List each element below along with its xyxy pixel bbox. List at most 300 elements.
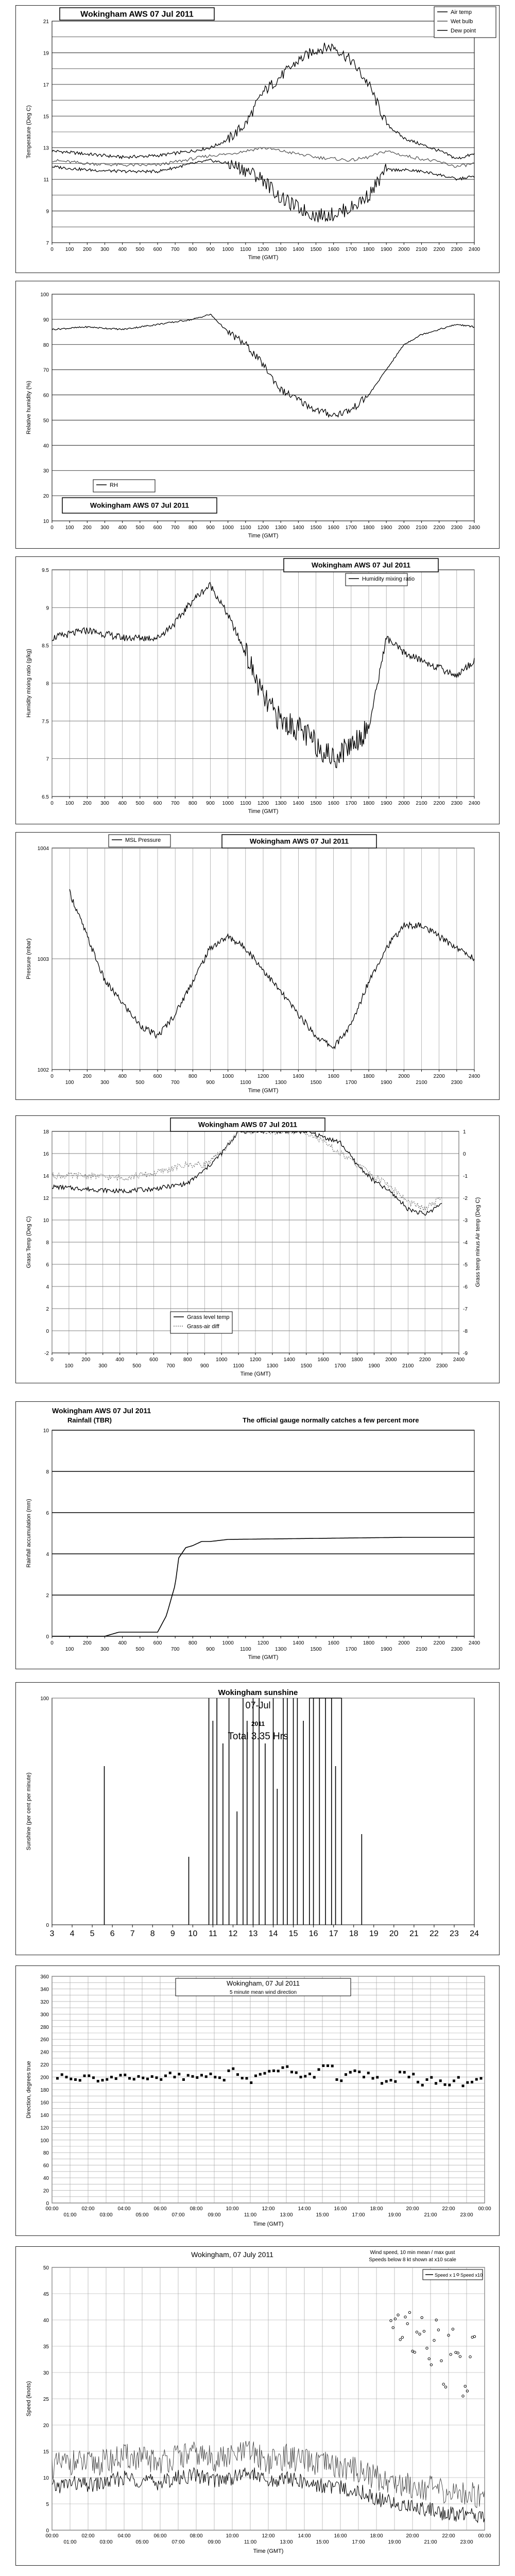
- x-tick-label: 400: [118, 525, 127, 531]
- y-tick-label: 40: [43, 2318, 49, 2324]
- rainfall-chart-svg: [16, 1402, 499, 1669]
- x-tick-label: 900: [206, 1647, 215, 1652]
- x-tick-label: 400: [118, 801, 127, 806]
- y-tick-label: 35: [43, 2344, 49, 2350]
- y-tick-label: 6: [46, 1262, 49, 1268]
- x-tick-label: 1200: [249, 1357, 262, 1363]
- x-tick-label: 1900: [381, 1647, 392, 1652]
- y-tick-label: 8: [46, 1469, 49, 1475]
- chart-subtitle: Wind speed, 10 min mean / max gust: [370, 2250, 455, 2256]
- x-tick-label: 12: [228, 1929, 238, 1938]
- x-tick-label: 300: [100, 801, 109, 806]
- x-tick-label: 20:00: [406, 2533, 419, 2539]
- y-tick-label: 4: [46, 1552, 49, 1557]
- legend-label: RH: [110, 482, 118, 488]
- x-tick-label: 18:00: [370, 2533, 383, 2539]
- y-tick-label: 60: [43, 2163, 49, 2169]
- x-tick-label: 400: [118, 247, 127, 252]
- y-tick-label: 6.5: [42, 794, 49, 800]
- legend-label: Humidity mixing ratio: [362, 576, 415, 582]
- y-tick-label: 15: [43, 2449, 49, 2455]
- direction-point: [295, 2071, 298, 2074]
- x-tick-label: 19:00: [388, 2539, 401, 2545]
- y2-tick-label: -7: [463, 1307, 468, 1312]
- direction-point: [277, 2070, 280, 2072]
- y-axis-label: Pressure (mbar): [26, 938, 32, 979]
- y2-tick-label: -9: [463, 1351, 468, 1357]
- direction-point: [254, 2075, 257, 2077]
- x-tick-label: 1700: [345, 525, 357, 531]
- direction-point: [164, 2075, 167, 2077]
- direction-point: [106, 2078, 108, 2081]
- x-tick-label: 1600: [317, 1357, 329, 1363]
- x-axis-label: Time (GMT): [248, 1654, 279, 1660]
- x-tick-label: 900: [206, 801, 215, 806]
- x-tick-label: 13: [248, 1929, 258, 1938]
- x-tick-label: 1000: [222, 247, 234, 252]
- x-tick-label: 10:00: [226, 2206, 239, 2212]
- x-tick-label: 00:00: [478, 2206, 491, 2212]
- y2-tick-label: -8: [463, 1329, 468, 1334]
- x-axis-label: Time (GMT): [248, 533, 279, 539]
- y-tick-label: 80: [43, 342, 49, 348]
- x-tick-label: 21:00: [424, 2212, 437, 2218]
- y-tick-label: 11: [43, 177, 49, 183]
- x-tick-label: 5: [90, 1929, 95, 1938]
- y-tick-label: 220: [40, 2062, 49, 2069]
- x-tick-label: 2100: [416, 801, 427, 806]
- x-tick-label: 09:00: [208, 2212, 221, 2218]
- x-tick-label: 2000: [398, 525, 410, 531]
- x-tick-label: 1000: [216, 1357, 228, 1363]
- direction-point: [290, 2071, 293, 2073]
- y-tick-label: 7: [46, 241, 49, 246]
- x-tick-label: 500: [135, 801, 145, 806]
- direction-point: [205, 2075, 208, 2078]
- x-tick-label: 1200: [257, 247, 269, 252]
- y-tick-label: 6: [46, 1511, 49, 1516]
- direction-point: [74, 2078, 77, 2081]
- x-tick-label: 4: [70, 1929, 75, 1938]
- direction-point: [246, 2077, 248, 2080]
- wind-speed-chart: [15, 2246, 500, 2566]
- direction-point: [300, 2076, 302, 2078]
- direction-point: [128, 2077, 131, 2080]
- x-tick-label: 800: [188, 525, 197, 531]
- direction-point: [119, 2074, 122, 2076]
- x-tick-label: 16: [308, 1929, 318, 1938]
- x-tick-label: 400: [118, 1074, 127, 1079]
- x-tick-label: 01:00: [63, 2212, 77, 2218]
- x-tick-label: 15:00: [316, 2212, 329, 2218]
- x-tick-label: 600: [153, 1074, 162, 1079]
- x-tick-label: 1400: [293, 801, 304, 806]
- legend-label: Speed x10: [460, 2273, 483, 2278]
- x-tick-label: 700: [170, 247, 180, 252]
- y-tick-label: 260: [40, 2037, 49, 2043]
- x-tick-label: 00:00: [45, 2533, 59, 2539]
- x-tick-label: 22:00: [442, 2206, 455, 2212]
- y-tick-label: 1004: [37, 846, 49, 852]
- x-tick-label: 2000: [385, 1357, 397, 1363]
- x-tick-label: 21: [409, 1929, 419, 1938]
- x-tick-label: 17:00: [352, 2539, 365, 2545]
- direction-point: [196, 2076, 198, 2079]
- x-tick-label: 2000: [398, 1074, 410, 1079]
- chart-title: Wokingham AWS 07 Jul 2011: [311, 561, 411, 569]
- direction-point: [223, 2079, 226, 2081]
- x-tick-label: 20:00: [406, 2206, 419, 2212]
- legend-label: Air temp: [451, 9, 472, 15]
- x-tick-label: 2300: [451, 1080, 462, 1086]
- x-tick-label: 300: [98, 1363, 108, 1369]
- direction-point: [124, 2074, 126, 2076]
- x-tick-label: 1300: [275, 1080, 287, 1086]
- x-tick-label: 2300: [451, 525, 462, 531]
- x-tick-label: 16:00: [334, 2206, 347, 2212]
- x-tick-label: 1500: [310, 525, 322, 531]
- chart-title: Wokingham AWS 07 Jul 2011: [198, 1120, 298, 1129]
- direction-point: [282, 2066, 284, 2069]
- x-tick-label: 2000: [398, 801, 410, 806]
- x-tick-label: 07:00: [171, 2539, 185, 2545]
- x-tick-label: 13:00: [280, 2539, 293, 2545]
- direction-point: [349, 2071, 352, 2074]
- x-tick-label: 14: [268, 1929, 278, 1938]
- legend-label: MSL Pressure: [125, 837, 161, 843]
- direction-point: [178, 2073, 180, 2075]
- y-tick-label: 10: [43, 1428, 49, 1434]
- x-axis-label: Time (GMT): [253, 2548, 284, 2554]
- x-tick-label: 0: [50, 1074, 54, 1079]
- direction-point: [259, 2073, 262, 2076]
- y-tick-label: -2: [44, 1351, 49, 1357]
- humidity-chart: [15, 281, 500, 549]
- direction-point: [363, 2076, 365, 2078]
- x-tick-label: 07:00: [171, 2212, 185, 2218]
- x-tick-label: 400: [118, 1640, 127, 1646]
- x-tick-label: 1400: [293, 1074, 304, 1079]
- x-tick-label: 00:00: [45, 2206, 59, 2212]
- y-tick-label: 17: [43, 82, 49, 88]
- y-tick-label: 140: [40, 2112, 49, 2119]
- direction-point: [394, 2080, 397, 2083]
- x-tick-label: 2300: [451, 801, 462, 806]
- y-axis-label: Sunshine (per cent per minute): [26, 1772, 32, 1851]
- x-tick-label: 0: [50, 1640, 54, 1646]
- x-tick-label: 2400: [468, 1074, 480, 1079]
- mixing-ratio-chart: [15, 556, 500, 824]
- x-tick-label: 7: [130, 1929, 135, 1938]
- x-tick-label: 2300: [451, 247, 462, 252]
- y2-tick-label: -4: [463, 1240, 468, 1246]
- x-tick-label: 1500: [300, 1363, 312, 1369]
- x-tick-label: 19:00: [388, 2212, 401, 2218]
- direction-point: [241, 2077, 244, 2079]
- x-tick-label: 500: [135, 525, 145, 531]
- x-tick-label: 2400: [468, 525, 480, 531]
- direction-point: [214, 2076, 216, 2078]
- y-tick-label: 10: [43, 519, 49, 524]
- x-tick-label: 200: [82, 801, 92, 806]
- x-tick-label: 18: [349, 1929, 358, 1938]
- temperature-chart: [15, 5, 500, 273]
- x-tick-label: 18:00: [370, 2206, 383, 2212]
- x-tick-label: 1800: [363, 525, 375, 531]
- x-tick-label: 2000: [398, 247, 410, 252]
- x-tick-label: 300: [100, 1647, 109, 1652]
- x-tick-label: 1000: [222, 1640, 234, 1646]
- x-tick-label: 02:00: [81, 2533, 95, 2539]
- direction-point: [435, 2082, 437, 2084]
- direction-point: [444, 2083, 447, 2086]
- x-tick-label: 2100: [402, 1363, 414, 1369]
- x-tick-label: 1100: [240, 1080, 251, 1086]
- x-tick-label: 2100: [416, 247, 427, 252]
- x-tick-label: 600: [153, 1640, 162, 1646]
- direction-point: [65, 2076, 68, 2078]
- y-tick-label: 2: [46, 1307, 49, 1312]
- y-tick-label: 0: [46, 1923, 49, 1928]
- x-tick-label: 1400: [283, 1357, 295, 1363]
- x-tick-label: 2200: [433, 801, 445, 806]
- x-tick-label: 1300: [275, 801, 287, 806]
- x-tick-label: 800: [188, 1074, 197, 1079]
- x-axis-label: Time (GMT): [248, 1088, 279, 1094]
- chart-annotation: Speeds below 8 kt shown at x10 scale: [369, 2257, 456, 2263]
- direction-point: [110, 2076, 113, 2078]
- x-tick-label: 1500: [310, 801, 322, 806]
- direction-point: [381, 2082, 383, 2084]
- direction-point: [70, 2078, 72, 2080]
- legend-label: Grass level temp: [187, 1314, 230, 1320]
- direction-point: [228, 2070, 230, 2072]
- x-tick-label: 1100: [240, 247, 251, 252]
- x-tick-label: 1800: [363, 1074, 375, 1079]
- x-tick-label: 1100: [240, 525, 251, 531]
- x-tick-label: 22:00: [442, 2533, 455, 2539]
- y-tick-label: 50: [43, 2265, 49, 2271]
- x-tick-label: 2300: [436, 1363, 448, 1369]
- y-tick-label: 180: [40, 2088, 49, 2093]
- x-tick-label: 2100: [416, 525, 427, 531]
- y-tick-label: 2: [46, 1593, 49, 1599]
- y-tick-label: 8: [46, 1240, 49, 1246]
- x-tick-label: 22: [430, 1929, 439, 1938]
- direction-point: [200, 2074, 203, 2076]
- x-axis-label: Time (GMT): [248, 808, 279, 815]
- x-tick-label: 100: [64, 1363, 74, 1369]
- x-tick-label: 16:00: [334, 2533, 347, 2539]
- x-tick-label: 13:00: [280, 2212, 293, 2218]
- x-tick-label: 0: [50, 525, 54, 531]
- x-tick-label: 2100: [416, 1080, 427, 1086]
- x-tick-label: 11: [209, 1929, 217, 1938]
- x-tick-label: 500: [135, 1080, 145, 1086]
- x-tick-label: 01:00: [63, 2539, 77, 2545]
- y-tick-label: 1003: [37, 957, 49, 962]
- x-tick-label: 200: [82, 525, 92, 531]
- x-tick-label: 19: [369, 1929, 379, 1938]
- y-tick-label: 0: [46, 2528, 49, 2534]
- x-tick-label: 11:00: [244, 2212, 257, 2218]
- x-tick-label: 09:00: [208, 2539, 221, 2545]
- x-tick-label: 1300: [275, 1647, 287, 1652]
- legend-label: Dew point: [451, 28, 476, 34]
- x-tick-label: 11:00: [244, 2539, 257, 2545]
- x-tick-label: 6: [110, 1929, 115, 1938]
- x-tick-label: 1900: [381, 801, 392, 806]
- plot-area: [52, 1430, 474, 1636]
- y-axis-label: Speed (knots): [26, 2381, 32, 2417]
- direction-point: [354, 2070, 356, 2072]
- pressure-chart-svg: [16, 833, 499, 1099]
- direction-point: [358, 2071, 360, 2073]
- direction-point: [480, 2077, 483, 2080]
- y-tick-label: 360: [40, 1974, 49, 1980]
- y-tick-label: 240: [40, 2049, 49, 2056]
- x-tick-label: 15: [288, 1929, 298, 1938]
- y-tick-label: 20: [43, 494, 49, 500]
- direction-point: [232, 2067, 234, 2070]
- x-tick-label: 800: [188, 1640, 197, 1646]
- x-tick-label: 03:00: [99, 2539, 113, 2545]
- y2-tick-label: -6: [463, 1284, 468, 1290]
- direction-point: [174, 2076, 176, 2078]
- direction-point: [169, 2072, 171, 2074]
- direction-point: [336, 2078, 338, 2081]
- y-tick-label: 4: [46, 1284, 49, 1290]
- y-tick-label: 160: [40, 2100, 49, 2106]
- y-tick-label: 30: [43, 2370, 49, 2376]
- y-tick-label: 7: [46, 756, 49, 762]
- x-tick-label: 1200: [257, 1074, 269, 1079]
- x-tick-label: 1900: [381, 1080, 392, 1086]
- x-tick-label: 900: [206, 247, 215, 252]
- x-axis-label: Time (GMT): [240, 1371, 271, 1377]
- x-tick-label: 9: [170, 1929, 175, 1938]
- direction-point: [448, 2084, 451, 2087]
- x-tick-label: 1700: [334, 1363, 346, 1369]
- direction-point: [97, 2080, 99, 2082]
- x-tick-label: 1600: [328, 1074, 339, 1079]
- x-tick-label: 500: [135, 247, 145, 252]
- direction-point: [399, 2071, 401, 2073]
- x-tick-label: 1900: [368, 1363, 380, 1369]
- direction-point: [236, 2073, 239, 2076]
- x-tick-label: 700: [170, 1080, 180, 1086]
- direction-point: [313, 2076, 316, 2079]
- direction-point: [142, 2077, 144, 2079]
- x-tick-label: 900: [206, 525, 215, 531]
- x-tick-label: 2400: [468, 801, 480, 806]
- x-tick-label: 1700: [345, 801, 357, 806]
- x-tick-label: 700: [166, 1363, 175, 1369]
- y2-tick-label: 0: [463, 1151, 466, 1157]
- y-tick-label: 9.5: [42, 568, 49, 573]
- direction-point: [272, 2070, 275, 2072]
- x-tick-label: 600: [153, 801, 162, 806]
- y-tick-label: 100: [40, 2138, 49, 2144]
- direction-point: [439, 2079, 442, 2082]
- x-tick-label: 1100: [240, 1647, 251, 1652]
- y-tick-label: 19: [43, 50, 49, 57]
- direction-point: [151, 2075, 153, 2078]
- wind-speed-chart-svg: [16, 2247, 499, 2565]
- x-tick-label: 17:00: [352, 2212, 365, 2218]
- x-axis-label: Time (GMT): [248, 255, 279, 261]
- x-tick-label: 17: [329, 1929, 338, 1938]
- y-tick-label: 340: [40, 1987, 49, 1993]
- x-tick-label: 1100: [233, 1363, 244, 1369]
- direction-point: [385, 2080, 388, 2082]
- chart-title: Wokingham AWS 07 Jul 2011: [52, 1406, 151, 1415]
- legend-label: Wet bulb: [451, 19, 473, 25]
- direction-point: [417, 2081, 419, 2083]
- x-tick-label: 06:00: [153, 2206, 167, 2212]
- y-tick-label: 25: [43, 2397, 49, 2402]
- direction-point: [182, 2078, 185, 2081]
- direction-point: [308, 2073, 311, 2075]
- x-tick-label: 2400: [453, 1357, 465, 1363]
- x-tick-label: 600: [153, 247, 162, 252]
- chart-title: Wokingham AWS 07 Jul 2011: [249, 837, 349, 845]
- x-tick-label: 1400: [293, 1640, 304, 1646]
- wind-direction-chart: [15, 1965, 500, 2236]
- direction-point: [331, 2065, 334, 2067]
- y-tick-label: 5: [46, 2502, 49, 2507]
- chart-subtitle: 07-Jul: [245, 1700, 271, 1710]
- chart-annotation: The official gauge normally catches a few percent more: [243, 1416, 419, 1424]
- y-axis-label: Direction, degrees true: [26, 2061, 32, 2119]
- x-tick-label: 1600: [328, 801, 339, 806]
- x-tick-label: 2200: [433, 247, 445, 252]
- chart-title: Wokingham, 07 July 2011: [191, 2250, 273, 2259]
- x-tick-label: 08:00: [190, 2206, 203, 2212]
- x-tick-label: 100: [65, 525, 74, 531]
- x-tick-label: 300: [100, 525, 109, 531]
- x-tick-label: 900: [200, 1363, 209, 1369]
- chart-annotation-year: 2011: [251, 1720, 265, 1727]
- direction-point: [133, 2078, 135, 2080]
- y-tick-label: 16: [43, 1151, 49, 1157]
- x-tick-label: 1500: [310, 1080, 322, 1086]
- y-axis-label: Rainfall accumulation (mm): [26, 1499, 32, 1568]
- direction-point: [376, 2076, 379, 2078]
- x-tick-label: 06:00: [153, 2533, 167, 2539]
- x-tick-label: 200: [81, 1357, 91, 1363]
- mixing-ratio-chart-svg: [16, 557, 499, 824]
- x-tick-label: 100: [65, 247, 74, 252]
- y-tick-label: 300: [40, 2012, 49, 2018]
- direction-point: [430, 2076, 433, 2079]
- y-tick-label: 14: [43, 1174, 49, 1179]
- x-tick-label: 04:00: [117, 2206, 131, 2212]
- direction-point: [403, 2071, 406, 2074]
- y-tick-label: 100: [40, 292, 49, 298]
- x-tick-label: 1700: [345, 1647, 357, 1652]
- y-tick-label: 45: [43, 2292, 49, 2297]
- x-tick-label: 300: [100, 1080, 109, 1086]
- x-tick-label: 1800: [351, 1357, 363, 1363]
- x-tick-label: 300: [100, 247, 109, 252]
- x-tick-label: 15:00: [316, 2539, 329, 2545]
- x-tick-label: 100: [65, 1647, 74, 1652]
- legend-label: Grass-air diff: [187, 1324, 219, 1330]
- direction-point: [146, 2078, 149, 2080]
- x-tick-label: 1800: [363, 1640, 375, 1646]
- x-tick-label: 1900: [381, 247, 392, 252]
